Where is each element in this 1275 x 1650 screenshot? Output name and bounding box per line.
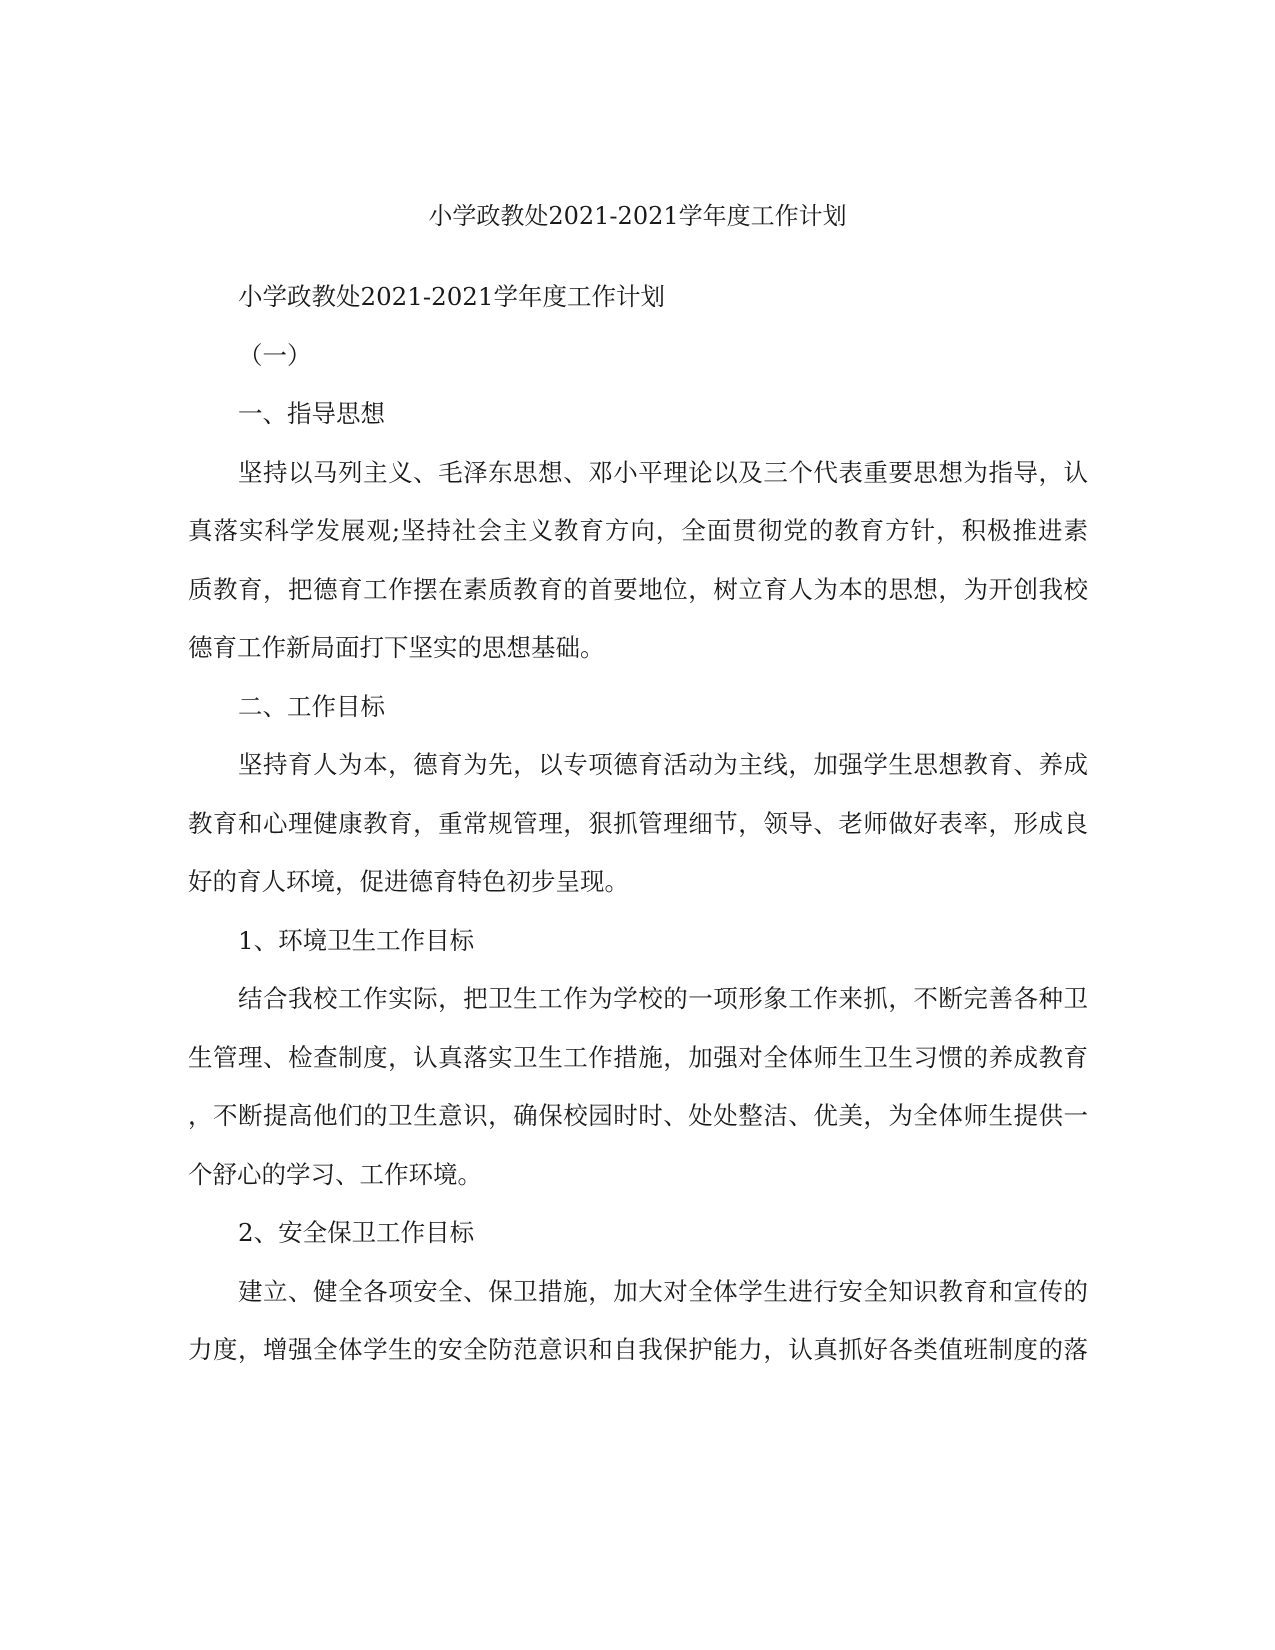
subsection-heading: 2、安全保卫工作目标: [238, 1218, 475, 1247]
paragraph-line: 质教育，把德育工作摆在素质教育的首要地位，树立育人为本的思想，为开创我校: [188, 574, 1088, 604]
paragraph-line: 结合我校工作实际，把卫生工作为学校的一项形象工作来抓，不断完善各种卫: [238, 984, 1088, 1013]
paragraph-line: 生管理、检查制度，认真落实卫生工作措施，加强对全体师生卫生习惯的养成教育: [188, 1042, 1088, 1072]
paragraph-line: 建立、健全各项安全、保卫措施，加大对全体学生进行安全知识教育和宣传的: [238, 1276, 1088, 1306]
paragraph-line: 个舒心的学习、工作环境。: [188, 1159, 482, 1189]
document-body: [188, 277, 1088, 1389]
paragraph: [188, 1272, 1088, 1389]
paragraph-line: 坚持育人为本，德育为先，以专项德育活动为主线，加强学生思想教育、养成: [238, 750, 1088, 779]
paragraph-line: 好的育人环境，促进德育特色初步呈现。: [188, 867, 629, 896]
part-marker: （一）: [238, 340, 312, 370]
document-subtitle: 小学政教处2021-2021学年度工作计划: [238, 282, 665, 311]
paragraph: [188, 453, 1088, 687]
subsection-heading: 1、环境卫生工作目标: [238, 925, 475, 955]
paragraph: [188, 979, 1088, 1213]
section-heading: 二、工作目标: [238, 691, 385, 721]
section-heading: 一、指导思想: [238, 399, 385, 428]
paragraph: [188, 745, 1088, 921]
paragraph-line: 力度，增强全体学生的安全防范意识和自我保护能力，认真抓好各类值班制度的落: [188, 1335, 1088, 1364]
paragraph-line: ，不断提高他们的卫生意识，确保校园时时、处处整洁、优美，为全体师生提供一: [188, 1101, 1088, 1130]
paragraph-line: 德育工作新局面打下坚实的思想基础。: [188, 633, 605, 662]
paragraph-line: 教育和心理健康教育，重常规管理，狠抓管理细节，领导、老师做好表率，形成良: [188, 808, 1088, 838]
paragraph-line: 真落实科学发展观;坚持社会主义教育方向，全面贯彻党的教育方针，积极推进素: [188, 516, 1088, 545]
document-title: 小学政教处2021-2021学年度工作计划: [428, 202, 847, 230]
paragraph-line: 坚持以马列主义、毛泽东思想、邓小平理论以及三个代表重要思想为指导，认: [238, 457, 1088, 487]
